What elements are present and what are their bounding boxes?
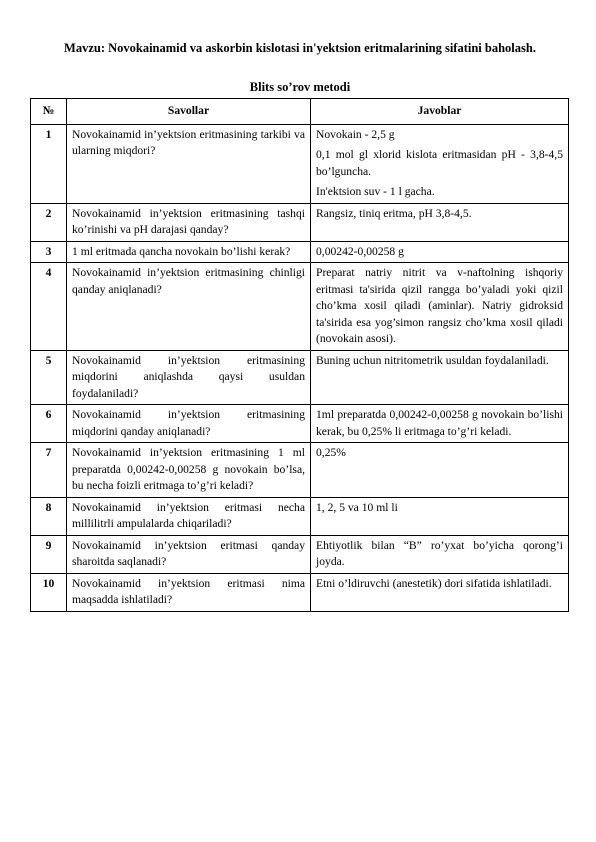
table-row — [31, 535, 569, 573]
answer-cell — [311, 203, 569, 241]
header-questions: Savollar — [67, 99, 311, 125]
row-number: 1 — [31, 124, 67, 203]
answer-cell — [311, 405, 569, 443]
row-number: 7 — [31, 443, 67, 498]
answer-line: Preparat natriy nitrit va v-naftolning ishqoriy eritmasi ta'sirida qizil rangga bo’yaladi yoki qizil cho’kma xosil qiladi (aminlar). Natriy gidroksid ta'sirida esa yog’simon rangsiz cho’kma xosil qiladi (novokain asosi). — [316, 266, 563, 345]
table-row — [31, 203, 569, 241]
row-number: 5 — [31, 350, 67, 405]
row-number: 3 — [31, 241, 67, 263]
row-number: 10 — [31, 573, 67, 611]
question-cell: Novokainamid in’yektsion eritmasi nima maqsadda ishlatiladi? — [67, 573, 311, 611]
question-cell: Novokainamid in’yektsion eritmasining tashqi ko’rinishi va pH darajasi qanday? — [67, 203, 311, 241]
answer-line: 1ml preparatda 0,00242-0,00258 g novokain bo’lishi kerak, bu 0,25% li eritmaga to’g’ri keladi. — [316, 408, 563, 438]
table-header-row — [31, 99, 569, 125]
row-number: 9 — [31, 535, 67, 573]
answer-line: Buning uchun nitritometrik usuldan foydalaniladi. — [316, 353, 549, 367]
answer-line: 0,1 mol gl xlorid kislota eritmasidan pH - 3,8-4,5 bo’lguncha. — [316, 148, 563, 178]
answer-cell — [311, 263, 569, 351]
table-row — [31, 405, 569, 443]
answer-line: Novokain - 2,5 g — [316, 127, 395, 141]
question-cell: Novokainamid in’yektsion eritmasi necha millilitrli ampulalarda chiqariladi? — [67, 497, 311, 535]
answer-cell — [311, 124, 569, 203]
answer-cell — [311, 350, 569, 405]
answer-line: Rangsiz, tiniq eritma, pH 3,8-4,5. — [316, 206, 472, 220]
table-row — [31, 263, 569, 351]
answer-cell — [311, 573, 569, 611]
header-answers: Javoblar — [311, 99, 569, 125]
answer-cell — [311, 443, 569, 498]
blitz-survey-table — [30, 98, 569, 612]
table-row — [31, 443, 569, 498]
question-cell: Novokainamid in’yektsion eritmasining 1 ml preparatda 0,00242-0,00258 g novokain bo’lsa, bu necha foizli eritmaga to’g’ri keladi? — [67, 443, 311, 498]
question-cell: Novokainamid in’yektsion eritmasining tarkibi va ularning miqdori? — [67, 124, 311, 203]
question-cell: Novokainamid in’yektsion eritmasining miqdorini aniqlashda qaysi usuldan foydalaniladi? — [67, 350, 311, 405]
answer-line: In'ektsion suv - 1 l gacha. — [316, 185, 435, 198]
answer-line: 1, 2, 5 va 10 ml li — [316, 500, 398, 514]
question-cell: Novokainamid in’yektsion eritmasining miqdorini qanday aniqlanadi? — [67, 405, 311, 443]
answer-line: 0,00242-0,00258 g — [316, 244, 404, 258]
answer-line: 0,25% — [316, 446, 346, 459]
answer-cell — [311, 497, 569, 535]
table-row — [31, 124, 569, 203]
row-number: 6 — [31, 405, 67, 443]
answer-cell — [311, 241, 569, 263]
question-cell: 1 ml eritmada qancha novokain bo’lishi kerak? — [67, 241, 311, 263]
document-title: Mavzu: Novokainamid va askorbin kislotasi in'yektsion eritmalarining sifatini baholash. — [64, 41, 536, 55]
row-number: 2 — [31, 203, 67, 241]
table-row — [31, 497, 569, 535]
row-number: 8 — [31, 497, 67, 535]
row-number: 4 — [31, 263, 67, 351]
header-number: № — [31, 99, 67, 125]
table-row — [31, 573, 569, 611]
answer-cell — [311, 535, 569, 573]
answer-line: Etni o’ldiruvchi (anestetik) dori sifatida ishlatiladi. — [316, 576, 552, 590]
question-cell: Novokainamid in’yektsion eritmasining chinligi qanday aniqlanadi? — [67, 263, 311, 351]
table-row — [31, 241, 569, 263]
question-cell: Novokainamid in’yektsion eritmasi qanday sharoitda saqlanadi? — [67, 535, 311, 573]
method-subtitle: Blits so’rov metodi — [249, 80, 351, 94]
answer-line: Ehtiyotlik bilan “B” ro’yxat bo’yicha qorong’i joyda. — [316, 538, 563, 568]
table-row — [31, 350, 569, 405]
